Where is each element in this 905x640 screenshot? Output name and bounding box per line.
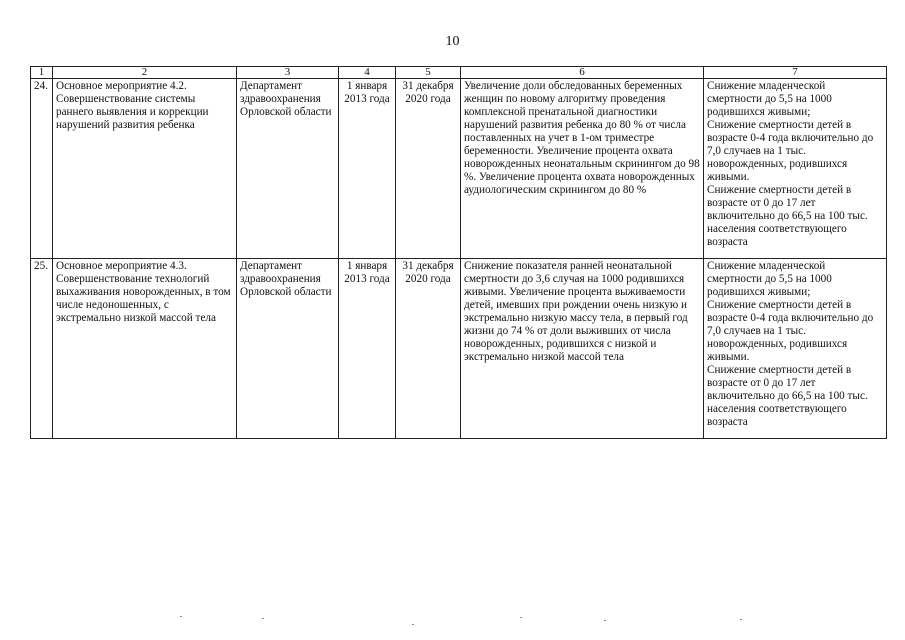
indicators-cell xyxy=(704,79,887,259)
indicator-text: Снижение смертности детей в возрасте 0-4 года включительно до 7,0 случаев на 1 тыс. новорожденных, родившихся живыми. xyxy=(707,299,874,363)
page-number: 10 xyxy=(445,34,460,49)
expected-outcome-cell: Снижение показателя ранней неонатальной смертности до 3,6 случая на 1000 родившихся живыми. Увеличение процента выживаемости детей, имевших при рождении очень низкую и экстремально низкую массу тела, в первый год жизни до 74 % от доли выживших от числа новорожденных, родившихся с низкой и экстремально низкой массой тела xyxy=(461,259,704,439)
column-number-row xyxy=(31,67,887,79)
col-header-4: 4 xyxy=(339,67,396,79)
row-number: 24. xyxy=(31,79,53,259)
scan-speck xyxy=(740,619,742,620)
scan-speck xyxy=(412,624,414,625)
scan-speck xyxy=(180,616,182,617)
indicator-text: Снижение младенческой смертности до 5,5 на 1000 родившихся живыми; xyxy=(707,80,832,118)
row-number: 25. xyxy=(31,259,53,439)
program-table xyxy=(30,66,887,439)
scan-speck xyxy=(520,617,522,618)
table-row xyxy=(31,259,887,439)
col-header-2: 2 xyxy=(53,67,237,79)
event-cell: Основное мероприятие 4.2. Совершенствование системы раннего выявления и коррекции нарушений развития ребенка xyxy=(53,79,237,259)
executor-cell: Департамент здравоохранения Орловской области xyxy=(237,259,339,439)
start-date-cell: 1 января 2013 года xyxy=(339,79,396,259)
start-date-cell: 1 января 2013 года xyxy=(339,259,396,439)
indicator-text: Снижение младенческой смертности до 5,5 на 1000 родившихся живыми; xyxy=(707,260,832,298)
col-header-5: 5 xyxy=(396,67,461,79)
end-date-cell: 31 декабря 2020 года xyxy=(396,79,461,259)
col-header-7: 7 xyxy=(704,67,887,79)
col-header-6: 6 xyxy=(461,67,704,79)
scan-speck xyxy=(262,618,264,619)
indicator-text: Снижение смертности детей в возрасте 0-4 года включительно до 7,0 случаев на 1 тыс. новорожденных, родившихся живыми. xyxy=(707,119,874,183)
indicator-text: Снижение смертности детей в возрасте от 0 до 17 лет включительно до 66,5 на 100 тыс. населения соответствующего возраста xyxy=(707,364,868,428)
expected-outcome-cell: Увеличение доли обследованных беременных женщин по новому алгоритму проведения комплексной пренатальной диагностики нарушений развития ребенка до 80 % от числа поставленных на учет в 1-ом триместре беременности. Увеличение процента охвата новорожденных неонатальным скринингом до 98 %. Увеличение процента охвата новорожденных аудиологическим скринингом до 80 % xyxy=(461,79,704,259)
scan-speck xyxy=(604,620,606,621)
col-header-1: 1 xyxy=(31,67,53,79)
col-header-3: 3 xyxy=(237,67,339,79)
end-date-cell: 31 декабря 2020 года xyxy=(396,259,461,439)
event-cell: Основное мероприятие 4.3. Совершенствование технологий выхаживания новорожденных, в том числе недоношенных, с экстремально низкой массой тела xyxy=(53,259,237,439)
table-row xyxy=(31,79,887,259)
executor-cell: Департамент здравоохранения Орловской области xyxy=(237,79,339,259)
indicators-cell xyxy=(704,259,887,439)
indicator-text: Снижение смертности детей в возрасте от 0 до 17 лет включительно до 66,5 на 100 тыс. населения соответствующего возраста xyxy=(707,184,868,248)
